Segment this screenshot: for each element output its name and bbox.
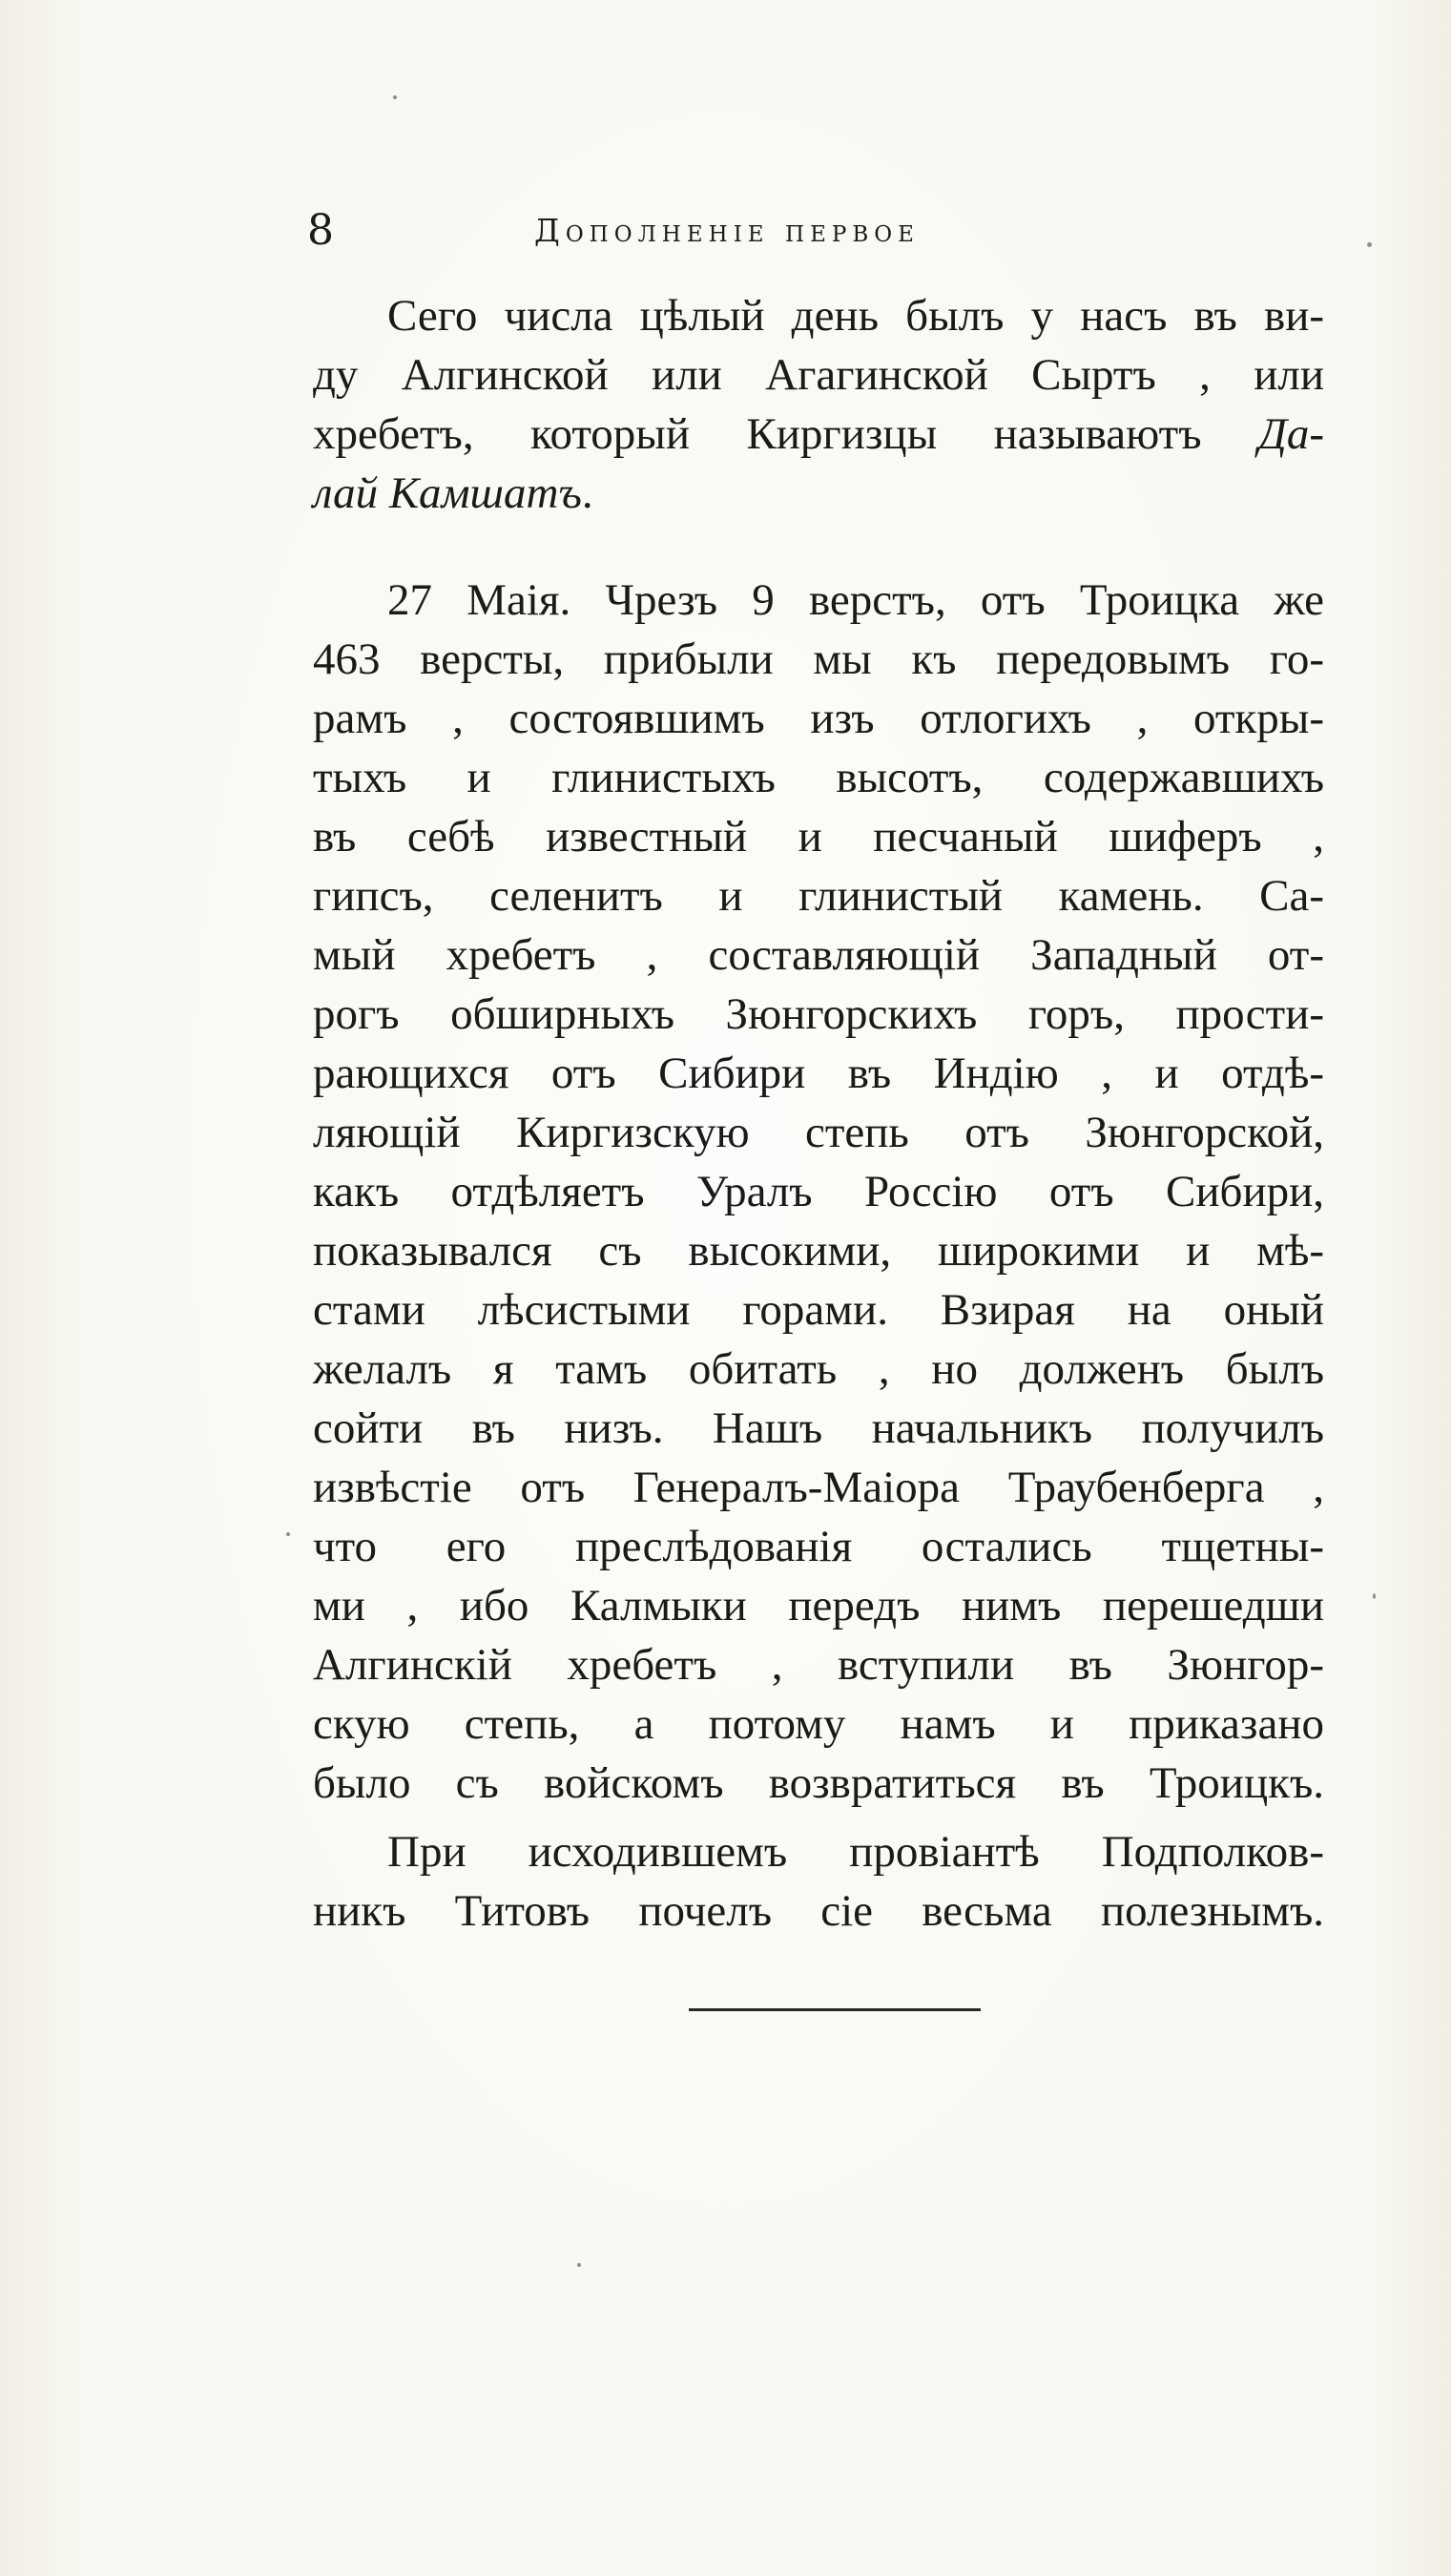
text-line: рогъ обширныхъ Зюнгорскихъ горъ, прости-	[313, 989, 1324, 1039]
text-run: .	[581, 468, 593, 518]
ink-speck	[393, 95, 397, 99]
ink-speck	[286, 1532, 290, 1536]
text-line: рамъ , состоявшимъ изъ отлогихъ , откры-	[313, 694, 1324, 743]
paragraph-gap	[313, 523, 1324, 571]
text-line: что его преслѣдованія остались тщетны-	[313, 1522, 1324, 1571]
text-line: гипсъ, селенитъ и глинистый камень. Са-	[313, 871, 1324, 921]
ink-speck	[1373, 1593, 1376, 1599]
running-head: Дополненіе первое	[534, 212, 920, 249]
text-line: никъ Титовъ почелъ сіе весьма полезнымъ.	[313, 1886, 1324, 1936]
page-number: 8	[307, 206, 334, 255]
text-line	[313, 464, 1324, 523]
text-line: При исходившемъ провіантѣ Подполков-	[387, 1827, 1324, 1877]
text-line: стами лѣсистыми горами. Взирая на оный	[313, 1285, 1324, 1335]
text-line: 27 Маія. Чрезъ 9 верстъ, отъ Троицка же	[387, 575, 1324, 625]
text-line: показывался съ высокими, широкими и мѣ-	[313, 1226, 1324, 1276]
text-line: рающихся отъ Сибири въ Индію , и отдѣ-	[313, 1049, 1324, 1098]
text-line: Сего числа цѣлый день былъ у насъ въ ви-	[387, 291, 1324, 341]
text-line: какъ отдѣляетъ Уралъ Россію отъ Сибири,	[313, 1167, 1324, 1216]
text-line: тыхъ и глинистыхъ высотъ, содержавшихъ	[313, 753, 1324, 802]
text-line: сойти въ низъ. Нашъ начальникъ получилъ	[313, 1403, 1324, 1453]
text-line: мый хребетъ , составляющій Западный от-	[313, 930, 1324, 980]
text-line: было съ войскомъ возвратиться въ Троицкъ.	[313, 1758, 1324, 1808]
text-line: 463 версты, прибыли мы къ передовымъ го-	[313, 634, 1324, 684]
text-line: желалъ я тамъ обитать , но долженъ былъ	[313, 1344, 1324, 1394]
text-line: въ себѣ известный и песчаный шиферъ ,	[313, 812, 1324, 862]
paragraph-gap	[313, 1813, 1324, 1822]
italic-place-name: лай Камшатъ	[313, 468, 582, 518]
ink-speck	[1367, 242, 1372, 247]
text-line	[313, 405, 1324, 464]
text-run: хребетъ, который Киргизцы называютъ	[313, 409, 1258, 459]
page-header	[307, 202, 1099, 260]
text-line: ми , ибо Калмыки передъ нимъ перешедши	[313, 1581, 1324, 1631]
text-line: извѣстіе отъ Генералъ-Маіора Траубенберга ,	[313, 1463, 1324, 1512]
text-block	[313, 286, 1324, 1941]
text-line: Алгинскій хребетъ , вступили въ Зюнгор-	[313, 1640, 1324, 1690]
text-line: ду Алгинской или Агагинской Сыртъ , или	[313, 350, 1324, 400]
text-line: скую степь, а потому намъ и приказано	[313, 1699, 1324, 1749]
section-end-rule	[689, 2008, 981, 2011]
italic-place-name: Да-	[1257, 409, 1324, 459]
text-line: ляющій Киргизскую степь отъ Зюнгорской,	[313, 1108, 1324, 1157]
ink-speck	[577, 2263, 581, 2267]
